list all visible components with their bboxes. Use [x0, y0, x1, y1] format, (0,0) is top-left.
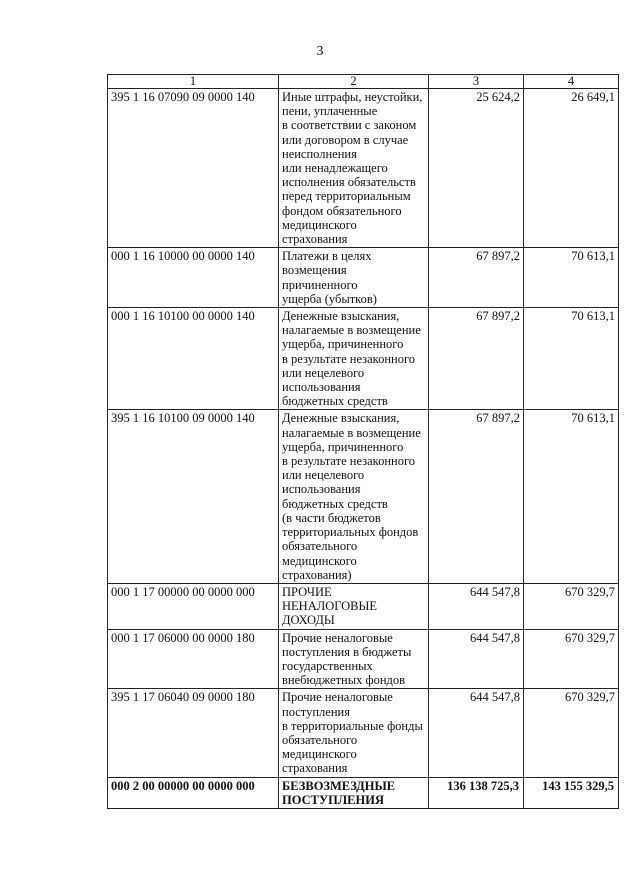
- amount-col4-cell: 26 649,1: [524, 89, 619, 248]
- budget-table: [107, 74, 619, 809]
- amount-col3-cell: 644 547,8: [429, 629, 524, 689]
- amount-col3-cell: 67 897,2: [429, 248, 524, 308]
- item-name-cell: Прочие неналоговые поступления в территориальные фонды обязательного медицинского страхования: [279, 689, 429, 777]
- table-row: [108, 583, 619, 629]
- table-header-row: [108, 75, 619, 89]
- amount-col4-cell: 70 613,1: [524, 410, 619, 583]
- budget-code-cell: 395 1 17 06040 09 0000 180: [108, 689, 279, 777]
- amount-col4-cell: 70 613,1: [524, 308, 619, 410]
- budget-code-cell: 000 2 00 00000 00 0000 000: [108, 777, 279, 808]
- budget-code-cell: 000 1 17 00000 00 0000 000: [108, 583, 279, 629]
- amount-col4-cell: 670 329,7: [524, 689, 619, 777]
- budget-code-cell: 395 1 16 07090 09 0000 140: [108, 89, 279, 248]
- item-name-cell: Денежные взыскания, налагаемые в возмещение ущерба, причиненного в результате незаконного или нецелевого использования бюджетных средств: [279, 308, 429, 410]
- item-name-cell: Иные штрафы, неустойки, пени, уплаченные в соответствии с законом или договором в случае неисполнения или ненадлежащего исполнения обязательств перед территориальным фондом обязательного медицинского страхования: [279, 89, 429, 248]
- amount-col3-cell: 67 897,2: [429, 410, 524, 583]
- amount-col3-cell: 136 138 725,3: [429, 777, 524, 808]
- amount-col3-cell: 644 547,8: [429, 689, 524, 777]
- amount-col4-cell: 70 613,1: [524, 248, 619, 308]
- budget-code-cell: 000 1 17 06000 00 0000 180: [108, 629, 279, 689]
- amount-col4-cell: 670 329,7: [524, 629, 619, 689]
- table-row: [108, 308, 619, 410]
- column-header-3: 3: [429, 75, 524, 89]
- table-row: [108, 629, 619, 689]
- budget-code-cell: 395 1 16 10100 09 0000 140: [108, 410, 279, 583]
- table-row: [108, 89, 619, 248]
- column-header-4: 4: [524, 75, 619, 89]
- item-name-cell: Денежные взыскания, налагаемые в возмещение ущерба, причиненного в результате незаконного или нецелевого использования бюджетных средств (в части бюджетов территориальных фондов обязательного медицинского страхования): [279, 410, 429, 583]
- item-name-cell: Прочие неналоговые поступления в бюджеты государственных внебюджетных фондов: [279, 629, 429, 689]
- item-name-cell: Платежи в целях возмещения причиненного ущерба (убытков): [279, 248, 429, 308]
- table-body: [108, 89, 619, 809]
- amount-col4-cell: 670 329,7: [524, 583, 619, 629]
- amount-col4-cell: 143 155 329,5: [524, 777, 619, 808]
- amount-col3-cell: 67 897,2: [429, 308, 524, 410]
- amount-col3-cell: 644 547,8: [429, 583, 524, 629]
- table-row-total: [108, 777, 619, 808]
- budget-code-cell: 000 1 16 10100 00 0000 140: [108, 308, 279, 410]
- table-row: [108, 689, 619, 777]
- table-row: [108, 248, 619, 308]
- column-header-2: 2: [279, 75, 429, 89]
- budget-code-cell: 000 1 16 10000 00 0000 140: [108, 248, 279, 308]
- item-name-cell: ПРОЧИЕ НЕНАЛОГОВЫЕ ДОХОДЫ: [279, 583, 429, 629]
- table-row: [108, 410, 619, 583]
- page-number: 3: [316, 44, 324, 59]
- amount-col3-cell: 25 624,2: [429, 89, 524, 248]
- item-name-cell: БЕЗВОЗМЕЗДНЫЕ ПОСТУПЛЕНИЯ: [279, 777, 429, 808]
- column-header-1: 1: [108, 75, 279, 89]
